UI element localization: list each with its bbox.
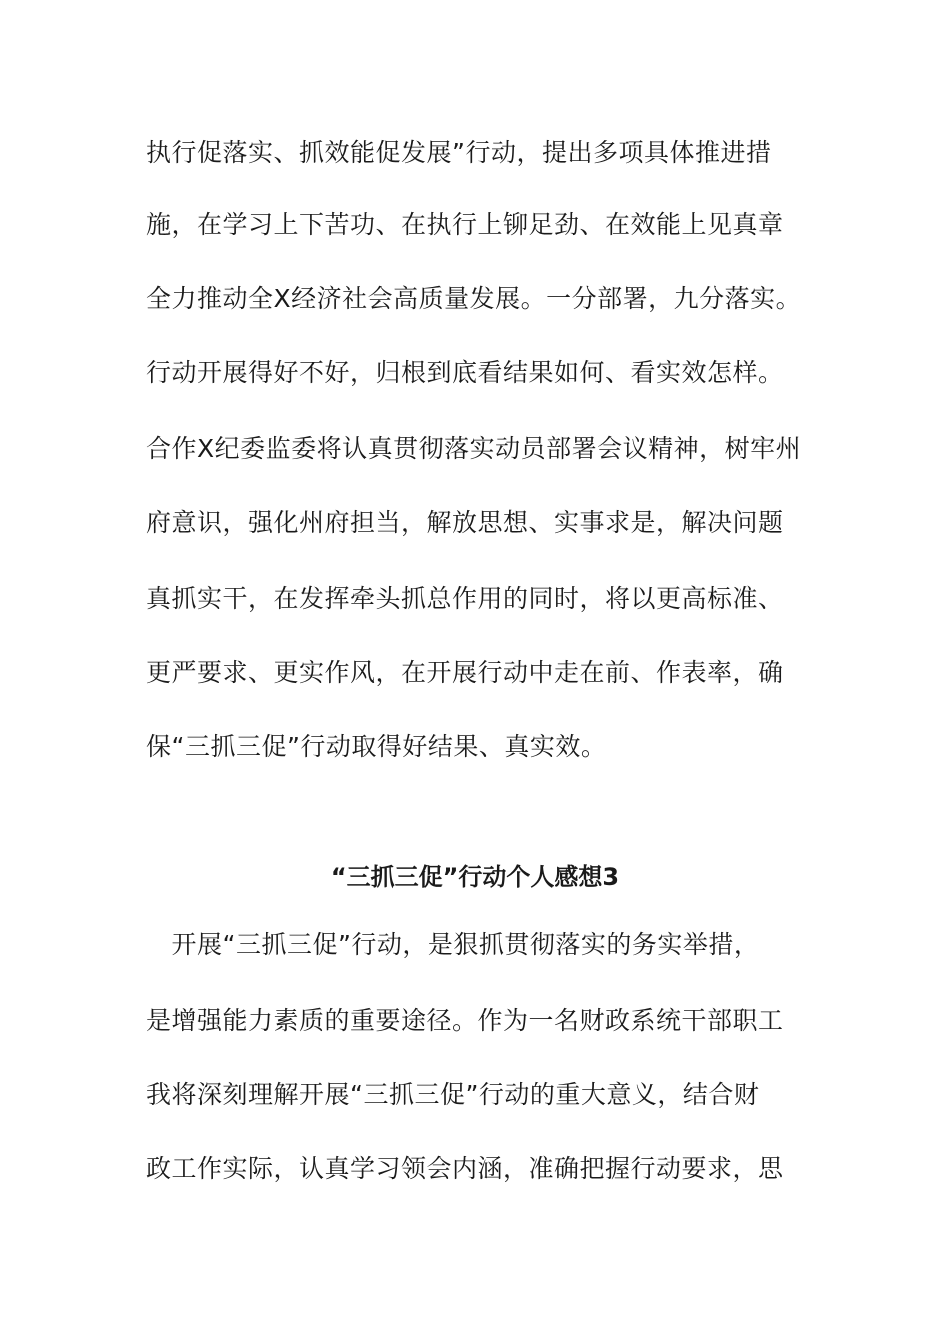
paragraph-line: 合作X纪委监委将认真贯彻落实动员部署会议精神，树牢州 (146, 434, 802, 463)
paragraph-line: 我将深刻理解开展“三抓三促”行动的重大意义，结合财 (146, 1080, 760, 1109)
paragraph-line: 更严要求、更实作风，在开展行动中走在前、作表率，确 (146, 658, 784, 687)
paragraph-line: 开展“三抓三促”行动，是狠抓贯彻落实的务实举措， (146, 930, 760, 959)
paragraph-line: 全力推动全X经济社会高质量发展。一分部署，九分落实。 (146, 284, 802, 313)
paragraph-line: 政工作实际，认真学习领会内涵，准确把握行动要求，思 (146, 1154, 784, 1183)
paragraph-line: 府意识，强化州府担当，解放思想、实事求是，解决问题 (146, 508, 784, 537)
paragraph-line: 执行促落实、抓效能促发展”行动，提出多项具体推进措 (146, 138, 772, 167)
paragraph-line: 保“三抓三促”行动取得好结果、真实效。 (146, 732, 607, 761)
section-heading: “三抓三促”行动个人感想3 (330, 863, 620, 891)
paragraph-line: 施，在学习上下苦功、在执行上铆足劲、在效能上见真章 (146, 210, 784, 239)
paragraph-line: 行动开展得好不好，归根到底看结果如何、看实效怎样。 (146, 358, 784, 387)
paragraph-line: 是增强能力素质的重要途径。作为一名财政系统干部职工 (146, 1006, 784, 1035)
paragraph-line: 真抓实干，在发挥牵头抓总作用的同时，将以更高标准、 (146, 584, 784, 613)
